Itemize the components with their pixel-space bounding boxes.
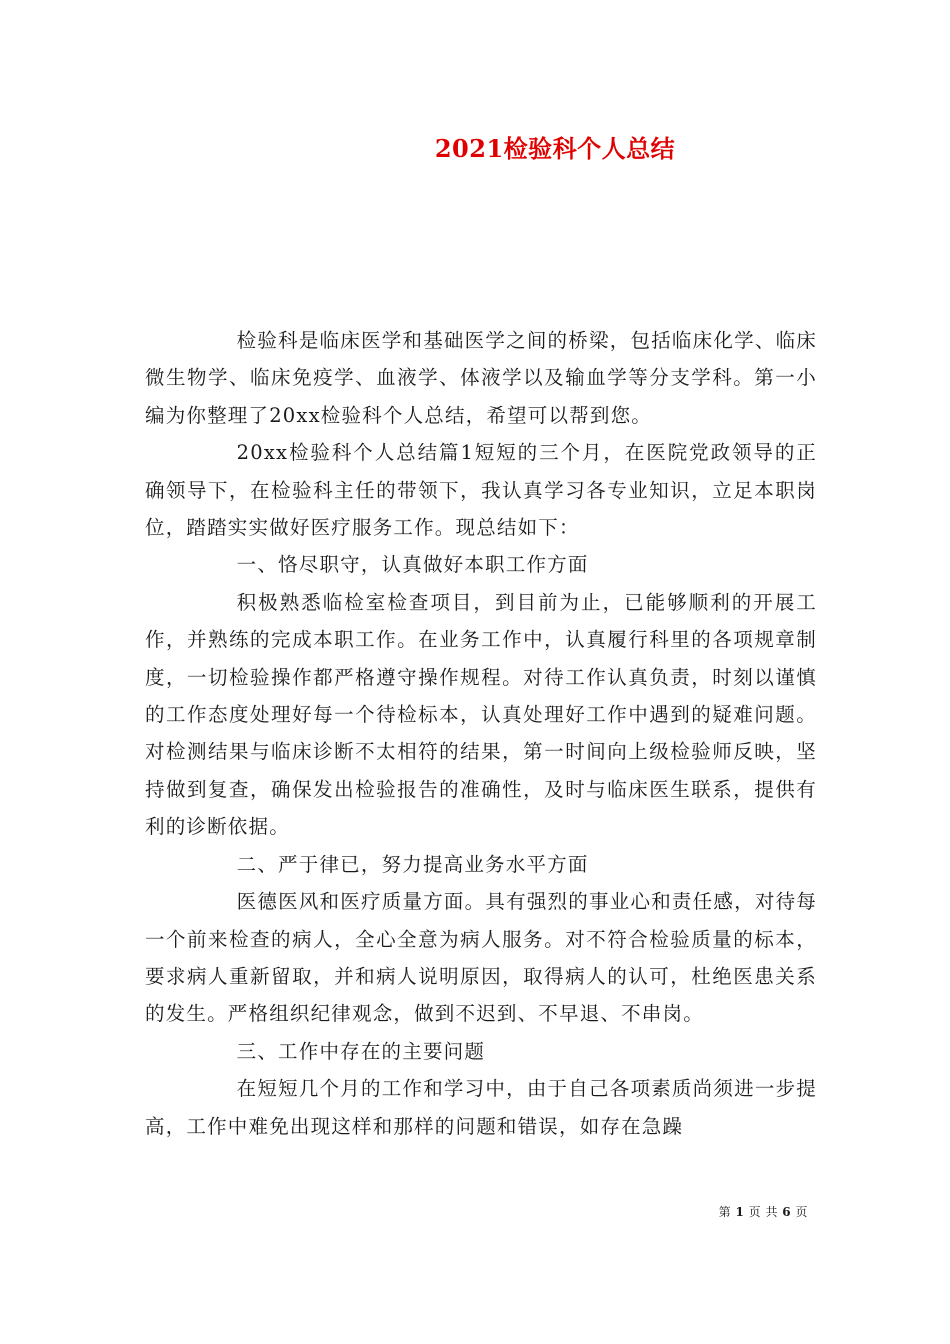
footer-prefix: 第 — [718, 1205, 732, 1219]
paragraph: 在短短几个月的工作和学习中，由于自己各项素质尚须进一步提高，工作中难免出现这样和那样的问题和错误，如存在急躁 — [145, 1077, 817, 1138]
section-heading: 一、恪尽职守，认真做好本职工作方面 — [236, 553, 589, 577]
section-heading: 二、严于律已，努力提高业务水平方面 — [236, 852, 589, 876]
paragraph: 医德医风和医疗质量方面。具有强烈的事业心和责任感，对待每一个前来检查的病人，全心全意为病人服务。对不符合检验质量的标本，要求病人重新留取，并和病人说明原因，取得病人的认可，杜绝医患关系的发生。严格组织纪律观念，做到不迟到、不早退、不串岗。 — [145, 890, 817, 1026]
footer-suffix: 页 — [795, 1205, 808, 1219]
section-heading: 三、工作中存在的主要问题 — [236, 1039, 486, 1063]
paragraph: 检验科是临床医学和基础医学之间的桥梁，包括临床化学、临床微生物学、临床免疫学、血液学、体液学以及输血学等分支学科。第一小编为你整理了20xx检验科个人总结，希望可以帮到您。 — [145, 329, 817, 427]
current-page-number: 1 — [735, 1205, 745, 1219]
document-title: 2021检验科个人总结 — [434, 134, 676, 163]
paragraph: 积极熟悉临检室检查项目，到目前为止，已能够顺利的开展工作，并熟练的完成本职工作。在业务工作中，认真履行科里的各项规章制度，一切检验操作都严格遵守操作规程。对待工作认真负责，时刻以谨慎的工作态度处理好每一个待检标本，认真处理好工作中遇到的疑难问题。对检测结果与临床诊断不太相符的结果，第一时间向上级检验师反映，坚持做到复查，确保发出检验报告的准确性，及时与临床医生联系，提供有利的诊断依据。 — [145, 590, 817, 839]
total-pages-number: 6 — [782, 1205, 792, 1219]
page-number-footer — [719, 1203, 808, 1221]
document-body — [145, 322, 817, 1145]
paragraph: 20xx检验科个人总结篇1短短的三个月，在医院党政领导的正确领导下，在检验科主任的带领下，我认真学习各专业知识，立足本职岗位，踏踏实实做好医疗服务工作。现总结如下： — [145, 441, 817, 540]
footer-middle: 页 共 — [748, 1205, 778, 1219]
